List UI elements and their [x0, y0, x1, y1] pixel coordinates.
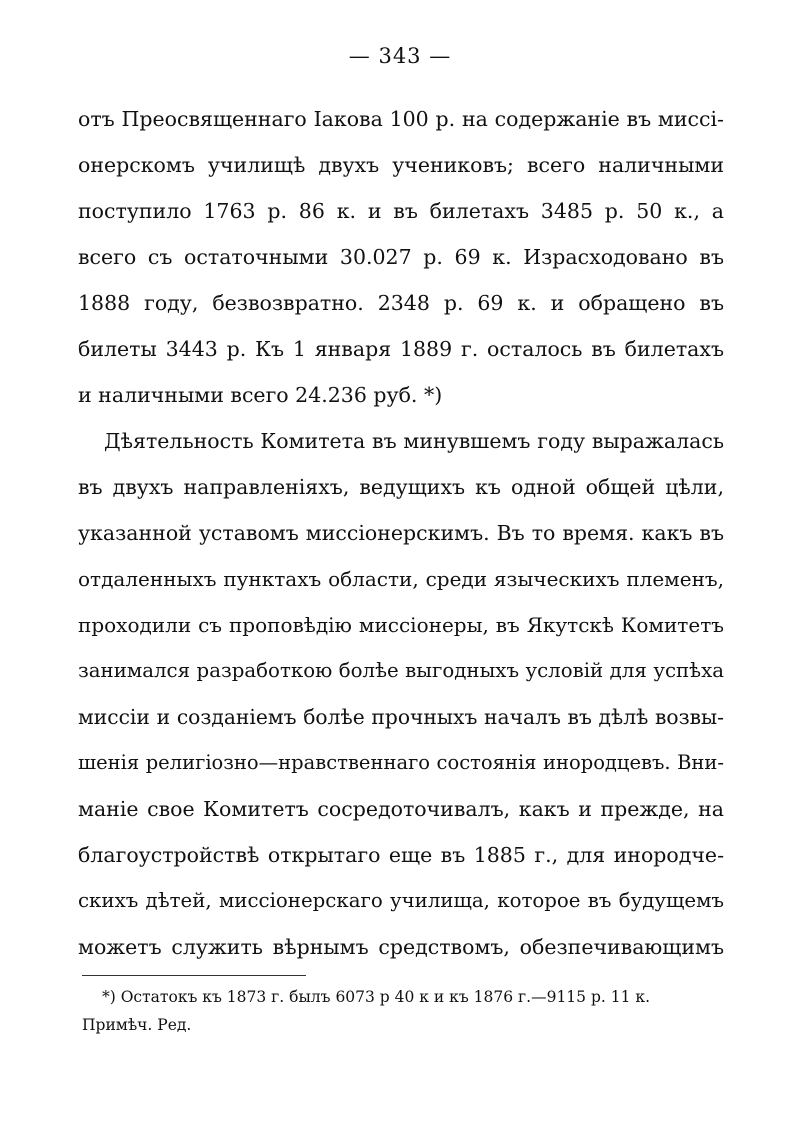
text-line: скихъ дѣтей, миссіонерскаго училища, которое въ будущемъ	[78, 889, 724, 912]
text-line: 1888 году, безвозвратно. 2348 р. 69 к. и обращено въ	[78, 291, 724, 315]
text-line: отдаленныхъ пунктахъ области, среди языческихъ племенъ,	[78, 567, 724, 591]
text-line: онерскомъ училищѣ двухъ учениковъ; всего наличными	[78, 153, 724, 177]
text-line: билеты 3443 р. Къ 1 января 1889 г. осталось въ билетахъ	[78, 337, 724, 361]
text-line: указанной уставомъ миссіонерскимъ. Въ то время. какъ въ	[78, 521, 724, 545]
text-line: шенія религіозно—нравственнаго состоянія инородцевъ. Вни-	[78, 751, 724, 774]
paragraph-2	[78, 418, 724, 970]
footnote-line: Примѣч. Ред.	[82, 1016, 192, 1034]
footnote-divider	[82, 975, 306, 976]
text-line: всего съ остаточными 30.027 р. 69 к. Израсходовано въ	[78, 245, 724, 269]
text-line: благоустройствѣ открытаго еще въ 1885 г., для инородче-	[78, 843, 724, 867]
page-number: — 343 —	[348, 44, 452, 68]
text-line: проходили съ проповѣдію миссіонеры, въ Якутскѣ Комитетъ	[78, 613, 724, 637]
text-line: и наличными всего 24.236 руб. *)	[78, 383, 443, 407]
paragraph-1	[78, 96, 724, 418]
text-line: поступило 1763 р. 86 к. и въ билетахъ 3485 р. 50 к., а	[78, 199, 724, 223]
text-line: можетъ служить вѣрнымъ средствомъ, обезпечивающимъ	[78, 935, 724, 959]
text-line: занимался разработкою болѣе выгодныхъ условій для успѣха	[78, 659, 724, 682]
text-line: отъ Преосвященнаго Іакова 100 р. на содержаніе въ миссі-	[78, 107, 724, 131]
text-line: миссіи и созданіемъ болѣе прочныхъ началъ въ дѣлѣ возвы-	[78, 705, 724, 729]
body-text	[78, 96, 724, 970]
text-line: въ двухъ направленіяхъ, ведущихъ къ одной общей цѣли,	[78, 475, 724, 499]
footnote-line: *) Остатокъ къ 1873 г. былъ 6073 р 40 к и къ 1876 г.—9115 р. 11 к.	[102, 988, 650, 1006]
footnote	[82, 983, 722, 1039]
text-line: Дѣятельность Комитета въ минувшемъ году выражалась	[104, 429, 724, 453]
text-line: маніе свое Комитетъ сосредоточивалъ, какъ и прежде, на	[78, 797, 724, 821]
